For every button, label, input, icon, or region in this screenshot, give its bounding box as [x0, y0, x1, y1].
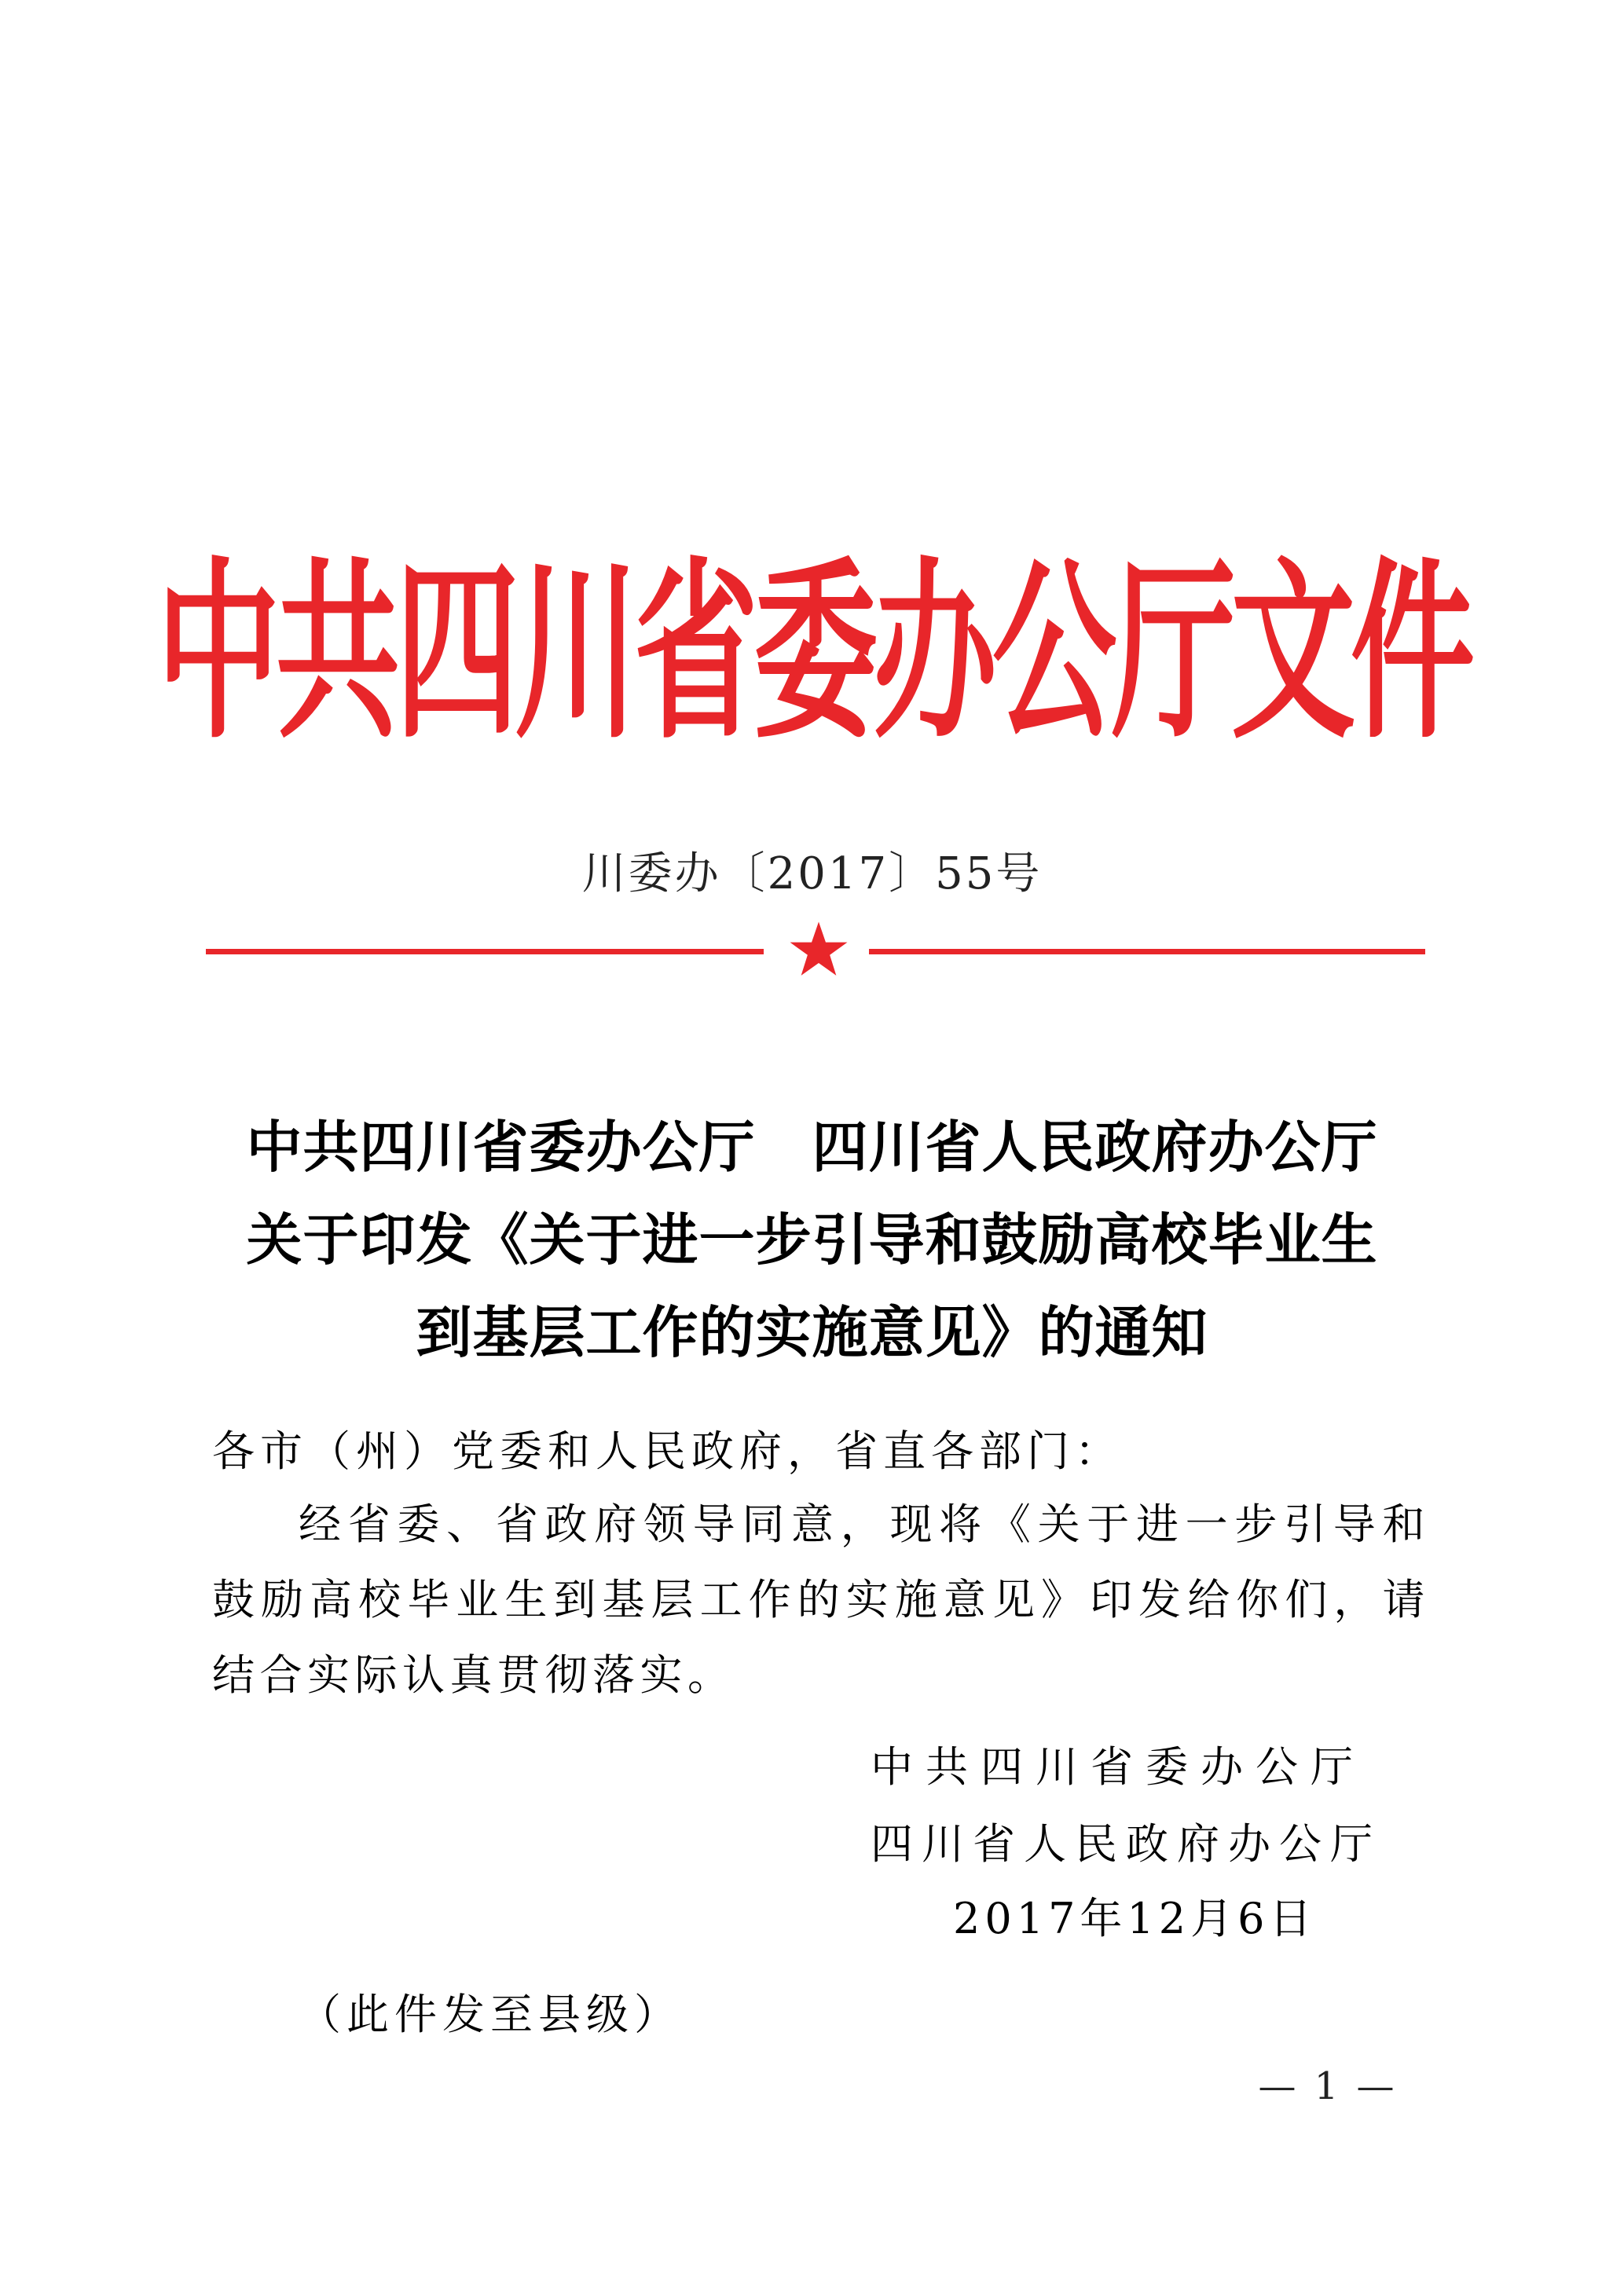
page-number: — 1 —: [1258, 2064, 1398, 2108]
masthead-title: 中共四川省委办公厅文件: [156, 540, 1470, 765]
signature-issuer-2: 四川省人民政府办公厅: [871, 1819, 1381, 1869]
signature-issuer-1: 中共四川省委办公厅: [871, 1742, 1366, 1792]
document-number: 川委办〔2017〕55号: [581, 848, 1043, 899]
document-title-line-1: 中共四川省委办公厅 四川省人民政府办公厅: [246, 1115, 1378, 1180]
body-paragraph: 经省委、省政府领导同意，现将《关于进一步引导和鼓励高校毕业生到基层工作的实施意见》印发给你们，请结合实际认真贯彻落实。: [212, 1500, 1430, 1700]
salutation: 各市（州）党委和人民政府，省直各部门：: [212, 1426, 1123, 1476]
star-icon: [789, 921, 849, 980]
separator-line-left: [206, 949, 764, 954]
distribution-note: （此件发至县级）: [299, 1990, 682, 2039]
signature-date: 2017年12月6日: [953, 1894, 1317, 1943]
document-title-line-2: 关于印发《关于进一步引导和鼓励高校毕业生: [246, 1207, 1378, 1273]
separator-line-right: [869, 949, 1425, 954]
document-title-line-3: 到基层工作的实施意见》的通知: [416, 1300, 1208, 1365]
